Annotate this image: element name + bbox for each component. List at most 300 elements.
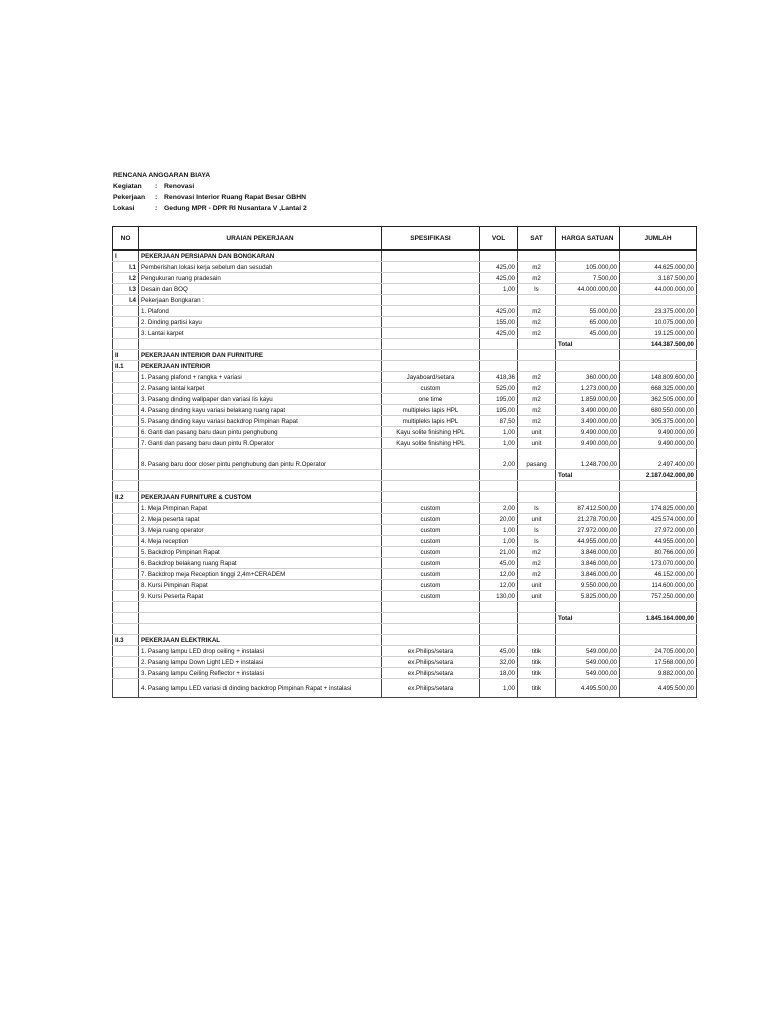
row-volume: 1,00	[480, 438, 518, 449]
row-amount: 44.625.000,00	[620, 262, 697, 273]
row-unit: m2	[518, 405, 556, 416]
row-specification: ex.Philips/setara	[382, 668, 480, 679]
row-specification: multipleks lapis HPL	[382, 416, 480, 427]
row-description: 3. Pasang dinding wallpaper dan variasi lis kayu	[139, 394, 382, 405]
row-unit-price: 44.955.000,00	[556, 536, 620, 547]
row-amount: 2.187.042.000,00	[620, 470, 697, 481]
row-description: PEKERJAAN INTERIOR	[139, 361, 382, 372]
table-row	[113, 591, 697, 602]
row-amount: 24.705.000,00	[620, 646, 697, 657]
row-unit-price: 3.490.000,00	[556, 405, 620, 416]
row-unit-price	[556, 602, 620, 613]
row-amount: 680.550.000,00	[620, 405, 697, 416]
row-unit: ls	[518, 284, 556, 295]
row-volume	[480, 624, 518, 635]
row-unit-price: 9.490.000,00	[556, 427, 620, 438]
table-row	[113, 503, 697, 514]
row-description: 4. Pasang dinding kayu variasi belakang ruang rapat	[139, 405, 382, 416]
row-specification	[382, 624, 480, 635]
row-number	[113, 438, 139, 449]
row-amount: 174.825.000,00	[620, 503, 697, 514]
row-unit-price: 3.846.000,00	[556, 558, 620, 569]
row-unit: m2	[518, 273, 556, 284]
row-description: 7. Ganti dan pasang baru daun pintu R.Operator	[139, 438, 382, 449]
row-amount: 668.325.000,00	[620, 383, 697, 394]
field-separator: :	[155, 183, 158, 190]
row-amount: 144.387.500,00	[620, 339, 697, 350]
table-row	[113, 317, 697, 328]
table-row	[113, 536, 697, 547]
row-amount: 44.000.000,00	[620, 284, 697, 295]
row-specification	[382, 284, 480, 295]
row-specification	[382, 449, 480, 470]
row-specification	[382, 295, 480, 306]
table-body	[113, 250, 697, 698]
row-description: 2. Meja peserta rapat	[139, 514, 382, 525]
row-unit-price	[556, 635, 620, 646]
row-number: I.3	[113, 284, 139, 295]
field-separator: :	[155, 205, 158, 212]
field-value: Renovasi Interior Ruang Rapat Besar GBHN	[164, 194, 307, 201]
row-unit-price: 1.859.000,00	[556, 394, 620, 405]
row-description: 8. Pasang baru door closer pintu penghubung dan pintu R.Operator	[139, 449, 382, 470]
row-specification: custom	[382, 503, 480, 514]
row-description: PEKERJAAN FURNITURE & CUSTOM	[139, 492, 382, 503]
table-row	[113, 383, 697, 394]
row-amount	[620, 250, 697, 262]
row-description: 1. Plafond	[139, 306, 382, 317]
row-amount: 27.972.000,00	[620, 525, 697, 536]
row-volume	[480, 361, 518, 372]
row-volume	[480, 295, 518, 306]
row-unit	[518, 635, 556, 646]
row-volume: 525,00	[480, 383, 518, 394]
row-volume: 87,50	[480, 416, 518, 427]
row-unit-price: 105.000,00	[556, 262, 620, 273]
document-title: RENCANA ANGGARAN BIAYA	[113, 172, 211, 179]
table-row	[113, 525, 697, 536]
table-row	[113, 481, 697, 492]
row-description: 3. Pasang lampu Ceiling Reflector + instalasi	[139, 668, 382, 679]
row-volume: 155,00	[480, 317, 518, 328]
row-unit	[518, 470, 556, 481]
row-unit: pasang	[518, 449, 556, 470]
row-volume: 21,00	[480, 547, 518, 558]
row-volume	[480, 613, 518, 624]
row-description: 3. Meja ruang operator	[139, 525, 382, 536]
budget-table	[112, 226, 697, 698]
row-volume: 425,00	[480, 306, 518, 317]
row-unit-price: 65.000,00	[556, 317, 620, 328]
row-number	[113, 591, 139, 602]
row-number	[113, 427, 139, 438]
row-number	[113, 668, 139, 679]
row-amount	[620, 481, 697, 492]
field-value: Gedung MPR - DPR RI Nusantara V ,Lantai 2	[164, 205, 307, 212]
row-specification	[382, 250, 480, 262]
row-amount: 9.882.000,00	[620, 668, 697, 679]
row-amount	[620, 602, 697, 613]
row-unit-price: 1.273.000,00	[556, 383, 620, 394]
field-kegiatan	[113, 181, 307, 192]
row-description: PEKERJAAN PERSIAPAN DAN BONGKARAN	[139, 250, 382, 262]
row-unit: m2	[518, 416, 556, 427]
row-amount: 46.152.000,00	[620, 569, 697, 580]
row-number	[113, 383, 139, 394]
row-volume: 45,00	[480, 558, 518, 569]
table-row	[113, 558, 697, 569]
row-description: 6. Ganti dan pasang baru daun pintu penghubung	[139, 427, 382, 438]
row-specification: custom	[382, 580, 480, 591]
table-row	[113, 306, 697, 317]
row-description: Desain dan BOQ	[139, 284, 382, 295]
row-volume	[480, 250, 518, 262]
row-number	[113, 679, 139, 698]
row-volume: 1,00	[480, 284, 518, 295]
row-unit-price: 45.000,00	[556, 328, 620, 339]
row-volume: 18,00	[480, 668, 518, 679]
table-row	[113, 438, 697, 449]
row-description	[139, 339, 382, 350]
row-volume: 1,00	[480, 427, 518, 438]
row-unit: m2	[518, 262, 556, 273]
row-unit-price: Total	[556, 470, 620, 481]
row-description: 8. Kursi Pimpinan Rapat	[139, 580, 382, 591]
row-unit-price	[556, 250, 620, 262]
row-unit-price: 360.000,00	[556, 372, 620, 383]
row-amount: 10.075.000,00	[620, 317, 697, 328]
row-number	[113, 514, 139, 525]
row-unit	[518, 339, 556, 350]
table-row	[113, 547, 697, 558]
row-amount: 362.505.000,00	[620, 394, 697, 405]
row-specification	[382, 262, 480, 273]
row-volume: 12,00	[480, 569, 518, 580]
row-unit-price: 44.000.000,00	[556, 284, 620, 295]
row-unit-price: Total	[556, 339, 620, 350]
row-volume	[480, 635, 518, 646]
row-volume: 20,00	[480, 514, 518, 525]
row-unit: ls	[518, 503, 556, 514]
row-amount: 305.375.000,00	[620, 416, 697, 427]
row-number	[113, 547, 139, 558]
row-unit: m2	[518, 317, 556, 328]
row-unit-price	[556, 361, 620, 372]
field-lokasi	[113, 203, 307, 214]
row-unit-price: 7.500,00	[556, 273, 620, 284]
row-description: 2. Pasang lantai karpet	[139, 383, 382, 394]
row-description	[139, 613, 382, 624]
row-volume: 12,00	[480, 580, 518, 591]
row-volume: 425,00	[480, 273, 518, 284]
row-specification: Jayaboard/setara	[382, 372, 480, 383]
row-volume: 32,00	[480, 657, 518, 668]
row-volume: 195,00	[480, 405, 518, 416]
row-unit	[518, 602, 556, 613]
row-volume: 1,00	[480, 525, 518, 536]
row-specification	[382, 361, 480, 372]
table-row	[113, 624, 697, 635]
row-volume	[480, 470, 518, 481]
row-amount: 9.490.000,00	[620, 438, 697, 449]
row-unit-price	[556, 492, 620, 503]
row-number	[113, 306, 139, 317]
row-specification: custom	[382, 514, 480, 525]
table-row	[113, 657, 697, 668]
row-unit-price: 9.550.000,00	[556, 580, 620, 591]
row-amount: 148.809.600,00	[620, 372, 697, 383]
row-specification: ex.Philips/setara	[382, 679, 480, 698]
column-header-spesifikasi: SPESIFIKASI	[382, 227, 480, 251]
document-header	[113, 170, 307, 214]
row-amount: 80.766.000,00	[620, 547, 697, 558]
row-description: 3. Lantai karpet	[139, 328, 382, 339]
row-description: 6. Backdrop belakang ruang Rapat	[139, 558, 382, 569]
row-description: 5. Backdrop Pimpinan Rapat	[139, 547, 382, 558]
row-unit: unit	[518, 580, 556, 591]
row-specification: custom	[382, 558, 480, 569]
row-description	[139, 481, 382, 492]
row-unit: titik	[518, 668, 556, 679]
row-amount: 114.600.000,00	[620, 580, 697, 591]
row-unit-price: 3.846.000,00	[556, 547, 620, 558]
row-number	[113, 481, 139, 492]
row-unit	[518, 492, 556, 503]
field-label: Lokasi	[113, 205, 135, 212]
row-volume	[480, 350, 518, 361]
row-unit: titik	[518, 646, 556, 657]
row-number	[113, 328, 139, 339]
row-number	[113, 503, 139, 514]
column-header-sat: SAT	[518, 227, 556, 251]
row-number	[113, 602, 139, 613]
total-row	[113, 613, 697, 624]
row-unit	[518, 295, 556, 306]
row-number	[113, 613, 139, 624]
row-specification: one time	[382, 394, 480, 405]
row-number	[113, 372, 139, 383]
table-row	[113, 273, 697, 284]
table-row	[113, 262, 697, 273]
total-row	[113, 339, 697, 350]
row-description: 1. Pasang lampu LED drop ceiling + instalasi	[139, 646, 382, 657]
field-label: Pekerjaan	[113, 194, 146, 201]
row-description: 9. Kursi Peserta Rapat	[139, 591, 382, 602]
column-header-harga-satuan: HARGA SATUAN	[556, 227, 620, 251]
row-volume: 1,00	[480, 536, 518, 547]
row-unit-price: 9.490.000,00	[556, 438, 620, 449]
row-description	[139, 602, 382, 613]
row-specification: custom	[382, 591, 480, 602]
column-header-uraian: URAIAN PEKERJAAN	[139, 227, 382, 251]
row-description: PEKERJAAN INTERIOR DAN FURNITURE	[139, 350, 382, 361]
row-description: Pemberishan lokasi kerja sebelum dan sesudah	[139, 262, 382, 273]
row-unit: unit	[518, 427, 556, 438]
row-amount: 9.490.000,00	[620, 427, 697, 438]
row-number	[113, 525, 139, 536]
row-volume: 418,36	[480, 372, 518, 383]
row-unit: ls	[518, 525, 556, 536]
row-number: II.1	[113, 361, 139, 372]
row-number: I	[113, 250, 139, 262]
row-unit-price	[556, 295, 620, 306]
row-description: 2. Pasang lampu Down Light LED + instalasi	[139, 657, 382, 668]
row-unit-price: 4.495.500,00	[556, 679, 620, 698]
row-specification	[382, 328, 480, 339]
table-row	[113, 569, 697, 580]
table-row	[113, 449, 697, 470]
row-unit: titik	[518, 679, 556, 698]
row-unit	[518, 624, 556, 635]
row-specification: custom	[382, 536, 480, 547]
row-number: I.1	[113, 262, 139, 273]
row-volume	[480, 492, 518, 503]
row-number	[113, 624, 139, 635]
row-amount	[620, 624, 697, 635]
table-row	[113, 405, 697, 416]
row-unit	[518, 361, 556, 372]
row-number	[113, 580, 139, 591]
row-specification: multipleks lapis HPL	[382, 405, 480, 416]
row-amount: 1.845.164.000,00	[620, 613, 697, 624]
table-row	[113, 416, 697, 427]
row-unit	[518, 481, 556, 492]
row-unit-price	[556, 624, 620, 635]
table-row	[113, 427, 697, 438]
row-amount: 17.568.000,00	[620, 657, 697, 668]
section-header-row	[113, 492, 697, 503]
section-header-row	[113, 635, 697, 646]
row-unit-price: 1.248.700,00	[556, 449, 620, 470]
row-amount	[620, 492, 697, 503]
row-volume	[480, 339, 518, 350]
table-row	[113, 646, 697, 657]
row-number: I.4	[113, 295, 139, 306]
row-unit: m2	[518, 547, 556, 558]
row-specification	[382, 492, 480, 503]
row-specification	[382, 350, 480, 361]
table-row	[113, 328, 697, 339]
row-number: II.3	[113, 635, 139, 646]
row-volume	[480, 602, 518, 613]
row-unit-price	[556, 481, 620, 492]
row-unit	[518, 250, 556, 262]
row-unit: unit	[518, 438, 556, 449]
row-amount: 2.497.400,00	[620, 449, 697, 470]
row-amount	[620, 635, 697, 646]
row-unit-price: 27.972.000,00	[556, 525, 620, 536]
row-unit: m2	[518, 383, 556, 394]
row-description: 7. Backdrop meja Reception tinggi 2,4m+CERADEM	[139, 569, 382, 580]
row-amount	[620, 350, 697, 361]
row-number	[113, 657, 139, 668]
row-specification	[382, 635, 480, 646]
row-specification	[382, 613, 480, 624]
table-row	[113, 295, 697, 306]
row-description: 4. Meja reception	[139, 536, 382, 547]
row-volume: 195,00	[480, 394, 518, 405]
table-row	[113, 394, 697, 405]
row-description: Pekerjaan Bongkaran :	[139, 295, 382, 306]
row-specification	[382, 273, 480, 284]
row-unit: unit	[518, 514, 556, 525]
row-unit	[518, 350, 556, 361]
table-row	[113, 679, 697, 698]
row-specification: Kayu solite finishing HPL	[382, 427, 480, 438]
row-number	[113, 394, 139, 405]
row-amount: 757.250.000,00	[620, 591, 697, 602]
row-unit: m2	[518, 372, 556, 383]
row-specification: ex.Philips/setara	[382, 657, 480, 668]
field-label: Kegiatan	[113, 183, 142, 190]
row-specification: custom	[382, 569, 480, 580]
row-volume: 45,00	[480, 646, 518, 657]
section-header-row	[113, 250, 697, 262]
row-volume	[480, 481, 518, 492]
row-specification	[382, 306, 480, 317]
table-header-row	[113, 227, 697, 251]
row-unit: m2	[518, 558, 556, 569]
row-amount: 19.125.000,00	[620, 328, 697, 339]
row-volume: 2,00	[480, 449, 518, 470]
table-row	[113, 580, 697, 591]
row-amount: 4.495.500,00	[620, 679, 697, 698]
row-unit-price: 55.000,00	[556, 306, 620, 317]
field-separator: :	[155, 194, 158, 201]
field-pekerjaan	[113, 192, 307, 203]
section-header-row	[113, 350, 697, 361]
row-description: 5. Pasang dinding kayu variasi backdrop Pimpinan Rapat	[139, 416, 382, 427]
row-unit-price: Total	[556, 613, 620, 624]
row-number	[113, 646, 139, 657]
total-row	[113, 470, 697, 481]
table-row	[113, 372, 697, 383]
row-specification	[382, 470, 480, 481]
row-unit-price	[556, 350, 620, 361]
row-unit-price: 5.825.000,00	[556, 591, 620, 602]
row-number	[113, 536, 139, 547]
row-unit-price: 549.000,00	[556, 657, 620, 668]
row-unit: unit	[518, 591, 556, 602]
row-amount: 3.187.500,00	[620, 273, 697, 284]
row-specification: Kayu solite finishing HPL	[382, 438, 480, 449]
row-amount: 23.375.000,00	[620, 306, 697, 317]
row-unit-price: 87.412.500,00	[556, 503, 620, 514]
row-volume: 425,00	[480, 262, 518, 273]
row-description: Pengukuran ruang pradesain	[139, 273, 382, 284]
row-description: 1. Meja Pimpinan Rapat	[139, 503, 382, 514]
table-row	[113, 284, 697, 295]
row-description	[139, 470, 382, 481]
row-number	[113, 470, 139, 481]
section-header-row	[113, 361, 697, 372]
row-description: 2. Dinding partisi kayu	[139, 317, 382, 328]
row-number	[113, 558, 139, 569]
row-number	[113, 416, 139, 427]
row-unit: m2	[518, 328, 556, 339]
row-number	[113, 339, 139, 350]
row-description: PEKERJAAN ELEKTRIKAL	[139, 635, 382, 646]
row-unit-price: 549.000,00	[556, 668, 620, 679]
row-unit: ls	[518, 536, 556, 547]
row-specification: custom	[382, 383, 480, 394]
row-unit: m2	[518, 306, 556, 317]
row-description: 1. Pasang plafond + rangka + variasi	[139, 372, 382, 383]
table-row	[113, 514, 697, 525]
row-number	[113, 449, 139, 470]
table-row	[113, 668, 697, 679]
row-specification	[382, 602, 480, 613]
